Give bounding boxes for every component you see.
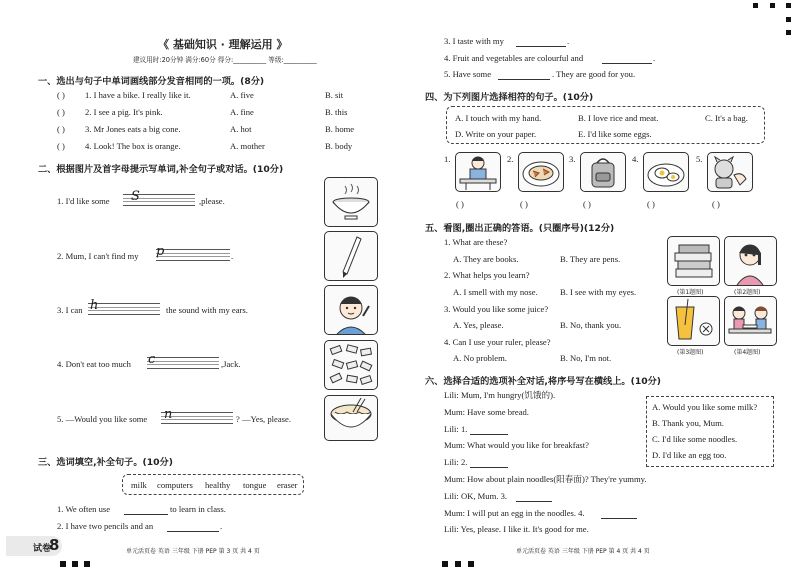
s2-item-pre: 2. Mum, I can't find my (57, 251, 139, 261)
touch-hand-picture (707, 152, 753, 192)
s5-option-b[interactable]: B. They are pens. (560, 254, 621, 264)
answer-paren[interactable]: ( ) (456, 199, 464, 209)
writing-line[interactable] (156, 249, 230, 261)
word-bank-item: eraser (277, 480, 298, 490)
answer-blank[interactable] (167, 522, 219, 532)
option: E. I'd like some eggs. (578, 129, 652, 139)
corner-mark (753, 3, 758, 8)
word-bank-item: milk (131, 480, 147, 490)
answer-paren[interactable]: ( ) (57, 124, 65, 134)
section-2-heading: 二、根据图片及首字母提示写单词,补全句子或对话。(10分) (38, 164, 284, 175)
option: B. I love rice and meat. (578, 113, 659, 123)
option: A. I touch with my hand. (455, 113, 542, 123)
figure-caption: (第2题图) (734, 289, 761, 296)
pic-number: 1. (444, 154, 451, 164)
corner-mark (455, 561, 461, 567)
r-item-pre: 4. Fruit and vegetables are colourful and (444, 53, 584, 63)
corner-mark (84, 561, 90, 567)
dialogue-option: C. I'd like some noodles. (652, 434, 738, 444)
answer-paren[interactable]: ( ) (520, 199, 528, 209)
dialogue-line: Lili: Yes, please. I like it. It's good for me. (444, 524, 589, 534)
corner-mark (60, 561, 66, 567)
hint-letter: h (90, 298, 99, 313)
dialogue-option: A. Would you like some milk? (652, 402, 758, 412)
word-bank-item: computers (157, 480, 193, 490)
question-text: 2. I see a pig. It's pink. (85, 107, 163, 117)
s2-item-post: ? —Yes, please. (236, 414, 291, 424)
rice-meat-picture (518, 152, 564, 192)
answer-paren[interactable]: ( ) (647, 199, 655, 209)
r-item-pre: 3. I taste with my (444, 36, 504, 46)
footer-text: 单元活页卷 英语 三年级 下册 PEP 第 4 页 共 4 页 (516, 548, 650, 555)
corner-mark (786, 3, 791, 8)
dialogue-line: Mum: I will put an egg in the noodles. 4. (444, 508, 585, 518)
page-number: 8 (49, 536, 60, 554)
answer-paren[interactable]: ( ) (57, 107, 65, 117)
boy-ear-picture (324, 285, 378, 335)
s5-question: 4. Can I use your ruler, please? (444, 337, 551, 347)
s2-item-pre: 3. I can (57, 305, 83, 315)
footer-label: 试卷 (33, 544, 52, 554)
dialogue-line: Lili: 1. (444, 424, 468, 434)
figure-caption: (第3题图) (677, 349, 704, 356)
corner-mark (786, 30, 791, 35)
eggs-picture (643, 152, 689, 192)
s2-item-pre: 4. Don't eat too much (57, 359, 131, 369)
option-a: A. mother (230, 141, 265, 151)
s5-option-b[interactable]: B. I see with my eyes. (560, 287, 637, 297)
s5-option-b[interactable]: B. No, thank you. (560, 320, 622, 330)
s2-item-post: the sound with my ears. (166, 305, 248, 315)
dialogue-line: Mum: How about plain noodles(阳春面)? They're yummy. (444, 474, 647, 484)
option-b: B. home (325, 124, 355, 134)
juice-no-picture (667, 296, 720, 346)
question-text: 4. Look! The box is orange. (85, 141, 181, 151)
dialogue-line: Lili: Mum, I'm hungry(饥饿的). (444, 390, 556, 400)
footer-text: 单元活页卷 英语 三年级 下册 PEP 第 3 页 共 4 页 (126, 548, 260, 555)
s2-item-pre: 5. —Would you like some (57, 414, 148, 424)
word-bank-item: healthy (205, 480, 231, 490)
pic-number: 3. (569, 154, 576, 164)
option-b: B. sit (325, 90, 344, 100)
candy-picture (324, 340, 378, 390)
s2-item-post: ,Jack. (221, 359, 241, 369)
corner-mark (786, 17, 791, 22)
corner-mark (770, 3, 775, 8)
answer-blank[interactable] (601, 509, 637, 519)
s5-option-a[interactable]: A. No problem. (453, 353, 507, 363)
answer-blank[interactable] (470, 458, 508, 468)
s2-item-post: ,please. (199, 196, 225, 206)
dialogue-line: Mum: What would you like for breakfast? (444, 440, 589, 450)
figure-caption: (第1题图) (677, 289, 704, 296)
s5-option-a[interactable]: A. They are books. (453, 254, 519, 264)
option: D. Write on your paper. (455, 129, 537, 139)
answer-blank[interactable] (498, 70, 550, 80)
question-text: 3. Mr Jones eats a big cone. (85, 124, 181, 134)
page-title: 《 基础知识 · 理解运用 》 (158, 38, 288, 51)
hint-letter: n (164, 407, 173, 422)
section-1-heading: 一、选出与句子中单词画线部分发音相同的一项。(8分) (38, 76, 265, 87)
s2-item-pre: 1. I'd like some (57, 196, 110, 206)
dialogue-line: Lili: OK, Mum. 3. (444, 491, 508, 501)
section-5-heading: 五、看图,圈出正确的答语。(只圈序号)(12分) (425, 223, 615, 234)
dialogue-line: Mum: Have some bread. (444, 407, 529, 417)
corner-mark (72, 561, 78, 567)
bag-picture (580, 152, 626, 192)
hint-letter: S (131, 189, 140, 204)
option-b: B. this (325, 107, 348, 117)
corner-mark (468, 561, 474, 567)
dialogue-option: D. I'd like an egg too. (652, 450, 727, 460)
kids-ruler-picture (724, 296, 777, 346)
section-6-heading: 六、选择合适的选项补全对话,将序号写在横线上。(10分) (425, 376, 661, 387)
s2-item-post: . (231, 251, 234, 261)
writing-child-picture (455, 152, 501, 192)
s5-question: 3. Would you like some juice? (444, 304, 549, 314)
option-b: B. body (325, 141, 353, 151)
corner-mark (442, 561, 448, 567)
r-item-post: . (567, 36, 570, 46)
word-bank-item: tongue (243, 480, 267, 490)
s5-question: 2. What helps you learn? (444, 270, 530, 280)
answer-paren[interactable]: ( ) (583, 199, 591, 209)
dialogue-option: B. Thank you, Mum. (652, 418, 724, 428)
r-item-post: . They are good for you. (552, 69, 636, 79)
question-text: 1. I have a bike. I really like it. (85, 90, 191, 100)
s3-item-pre: 2. I have two pencils and an (57, 521, 154, 531)
answer-paren[interactable]: ( ) (57, 141, 65, 151)
r-item-post: . (653, 53, 656, 63)
hint-letter: p (156, 244, 165, 259)
soup-bowl-picture (324, 177, 378, 227)
s5-option-b[interactable]: B. No, I'm not. (560, 353, 612, 363)
s5-question: 1. What are these? (444, 237, 508, 247)
section-3-heading: 三、选词填空,补全句子。(10分) (38, 457, 173, 468)
s3-item-pre: 1. We often use (57, 504, 111, 514)
answer-blank[interactable] (124, 505, 168, 515)
pic-number: 4. (632, 154, 639, 164)
girl-eyes-picture (724, 236, 777, 286)
s3-item-post: to learn in class. (170, 504, 226, 514)
answer-paren[interactable]: ( ) (712, 199, 720, 209)
pic-number: 2. (507, 154, 514, 164)
section-4-heading: 四、为下列图片选择相符的句子。(10分) (425, 92, 594, 103)
hint-letter: c (148, 352, 156, 367)
writing-line[interactable] (88, 303, 160, 315)
s5-option-a[interactable]: A. Yes, please. (453, 320, 504, 330)
option-a: A. hot (230, 124, 252, 134)
figure-caption: (第4题图) (734, 349, 761, 356)
answer-paren[interactable]: ( ) (57, 90, 65, 100)
option-a: A. fine (230, 107, 254, 117)
answer-blank[interactable] (470, 425, 508, 435)
option-a: A. five (230, 90, 254, 100)
writing-line[interactable] (147, 357, 219, 369)
s3-item-post: . (220, 521, 223, 531)
books-picture (667, 236, 720, 286)
answer-blank[interactable] (516, 37, 566, 47)
pic-number: 5. (696, 154, 703, 164)
answer-blank[interactable] (516, 492, 552, 502)
option: C. It's a bag. (705, 113, 748, 123)
r-item-pre: 5. Have some (444, 69, 492, 79)
page-info: 建议用时:20分钟 满分:60分 得分:__________ 等级:__________ (133, 56, 317, 64)
s5-option-a[interactable]: A. I smell with my nose. (453, 287, 538, 297)
pencil-picture (324, 231, 378, 281)
answer-blank[interactable] (602, 54, 652, 64)
noodles-picture (324, 395, 378, 441)
dialogue-line: Lili: 2. (444, 457, 468, 467)
